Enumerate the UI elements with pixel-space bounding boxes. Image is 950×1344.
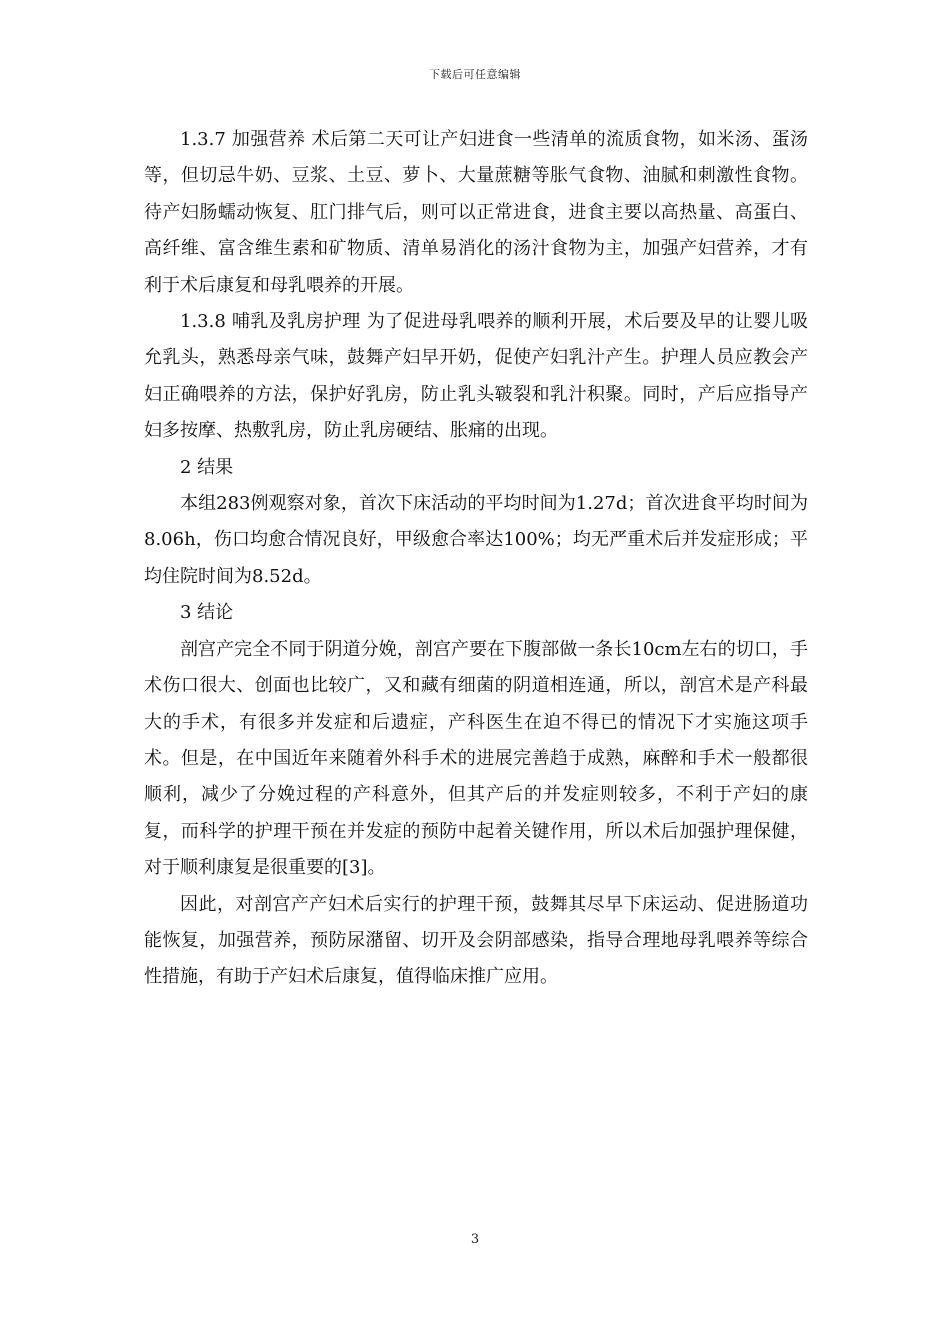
paragraph-summary: 因此，对剖宫产产妇术后实行的护理干预，鼓舞其尽早下床运动、促进肠道功能恢复，加强营养，预防尿潴留、切开及会阴部感染，指导合理地母乳喂养等综合性措施，有助于产妇术后康复，值得临床推广应用。 (144, 893, 808, 988)
section-heading-conclusion: 3 结论 (180, 602, 234, 624)
paragraph-results: 本组283例观察对象，首次下床活动的平均时间为1.27d；首次进食平均时间为8.06h，伤口均愈合情况良好，甲级愈合率达100%；均无严重术后并发症形成；平均住院时间为8.52d。 (144, 493, 808, 587)
section-heading-results: 2 结果 (180, 456, 234, 478)
document-body (144, 122, 808, 996)
paragraph-nutrition: 1.3.7 加强营养 术后第二天可让产妇进食一些清单的流质食物，如米汤、蛋汤等，但切忌牛奶、豆浆、土豆、萝卜、大量蔗糖等胀气食物、油腻和刺激性食物。待产妇肠蠕动恢复、肛门排气后，则可以正常进食，进食主要以高热量、高蛋白、高纤维、富含维生素和矿物质、清单易消化的汤汁食物为主，加强产妇营养，才有利于术后康复和母乳喂养的开展。 (144, 129, 808, 296)
paragraph-conclusion: 剖宫产完全不同于阴道分娩，剖宫产要在下腹部做一条长10cm左右的切口，手术伤口很大、创面也比较广，又和藏有细菌的阴道相连通，所以，剖宫术是产科最大的手术，有很多并发症和后遗症，产科医生在迫不得已的情况下才实施这项手术。但是，在中国近年来随着外科手术的进展完善趋于成熟，麻醉和手术一般都很顺利，减少了分娩过程的产科意外，但其产后的并发症则较多，不利于产妇的康复，而科学的护理干预在并发症的预防中起着关键作用，所以术后加强护理保健，对于顺利康复是很重要的[3]。 (144, 638, 808, 879)
page-number: 3 (470, 1232, 480, 1247)
paragraph-breastfeeding: 1.3.8 哺乳及乳房护理 为了促进母乳喂养的顺利开展，术后要及早的让婴儿吸允乳头，熟悉母亲气味，鼓舞产妇早开奶，促使产妇乳汁产生。护理人员应教会产妇正确喂养的方法，保护好乳房，防止乳头皲裂和乳汁积聚。同时，产后应指导产妇多按摩、热敷乳房，防止乳房硬结、胀痛的出现。 (144, 311, 808, 442)
page-header: 下载后可任意编辑 (429, 68, 521, 81)
